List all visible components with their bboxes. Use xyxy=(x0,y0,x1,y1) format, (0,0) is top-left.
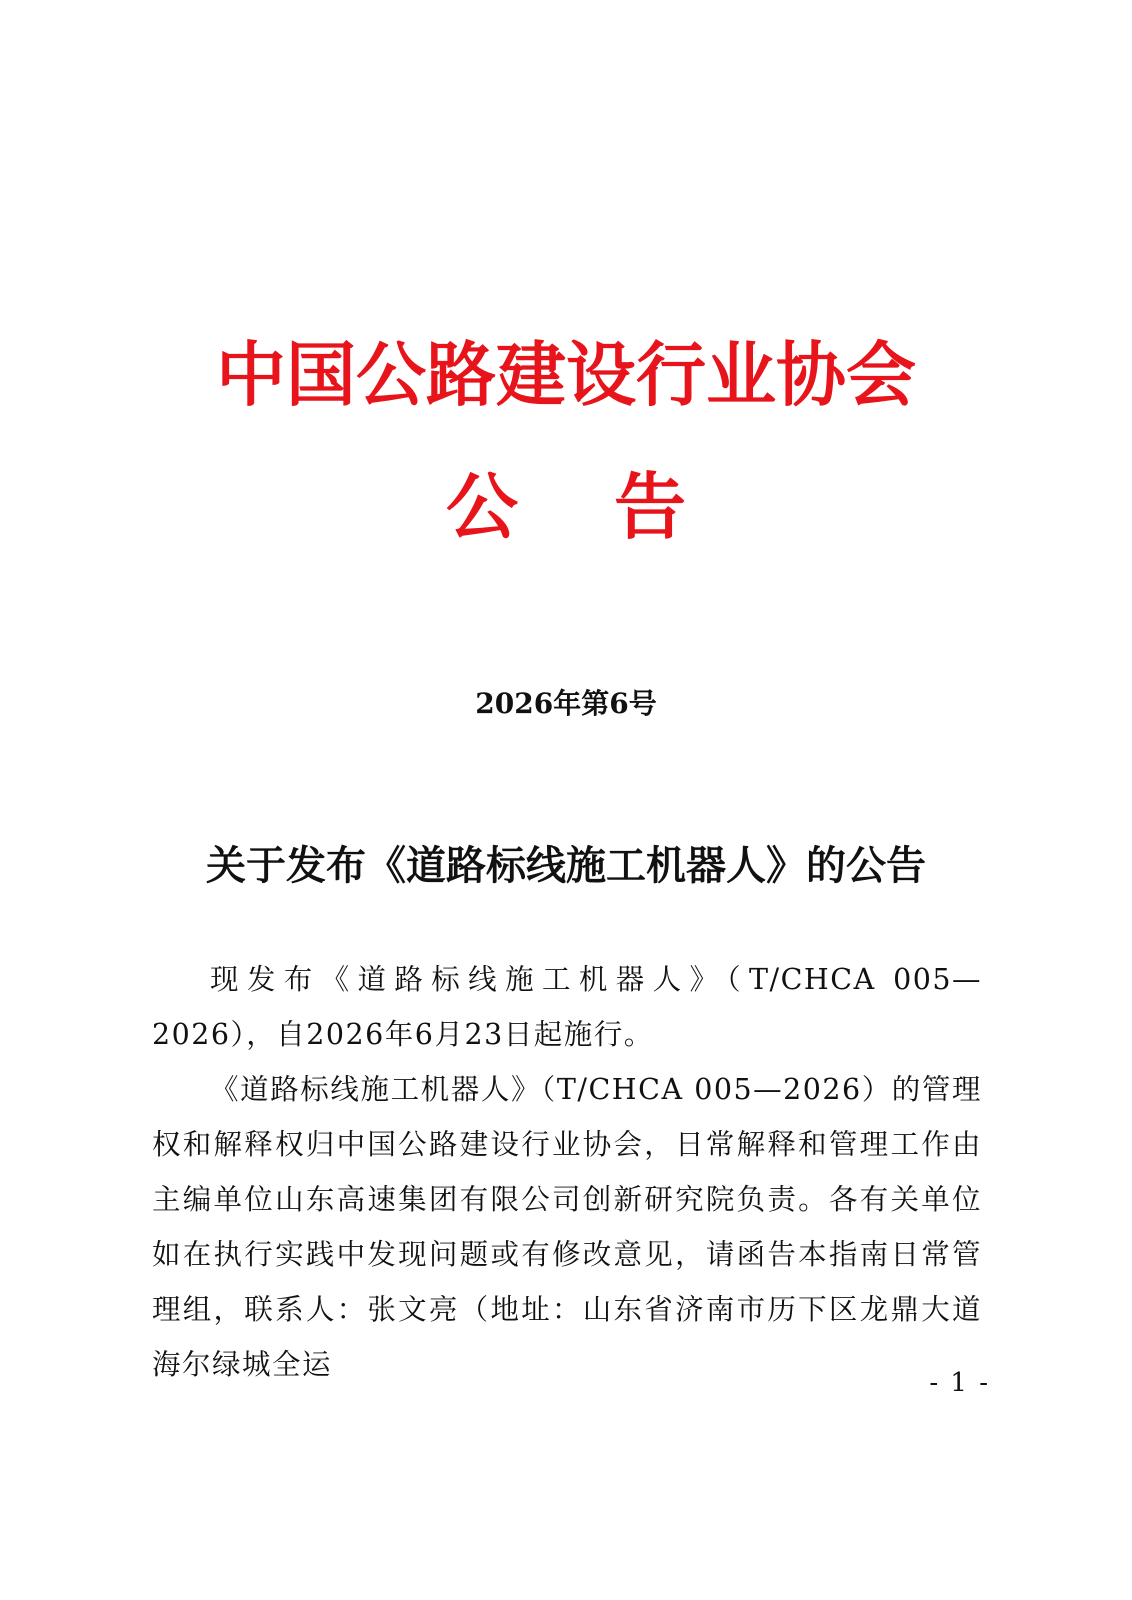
document-number: 2026年第6号 xyxy=(475,687,657,720)
document-type-title: 公告 xyxy=(445,465,782,549)
announcement-body xyxy=(152,952,982,1392)
organization-title: 中国公路建设行业协会 xyxy=(216,334,916,416)
page-number: - 1 - xyxy=(929,1368,990,1398)
announcement-subject-title: 关于发布《道路标线施工机器人》的公告 xyxy=(206,843,926,889)
body-paragraph-2: 《道路标线施工机器人》（T/CHCA 005—2026）的管理权和解释权归中国公路建设行业协会，日常解释和管理工作由主编单位山东高速集团有限公司创新研究院负责。各有关单位如在执行实践中发现问题或有修改意见，请函告本指南日常管理组，联系人：张文亮（地址：山东省济南市历下区龙鼎大道海尔绿城全运 xyxy=(152,1073,982,1381)
body-paragraph-1: 现发布《道路标线施工机器人》（T/CHCA 005—2026），自2026年6月23日起施行。 xyxy=(152,963,982,1051)
